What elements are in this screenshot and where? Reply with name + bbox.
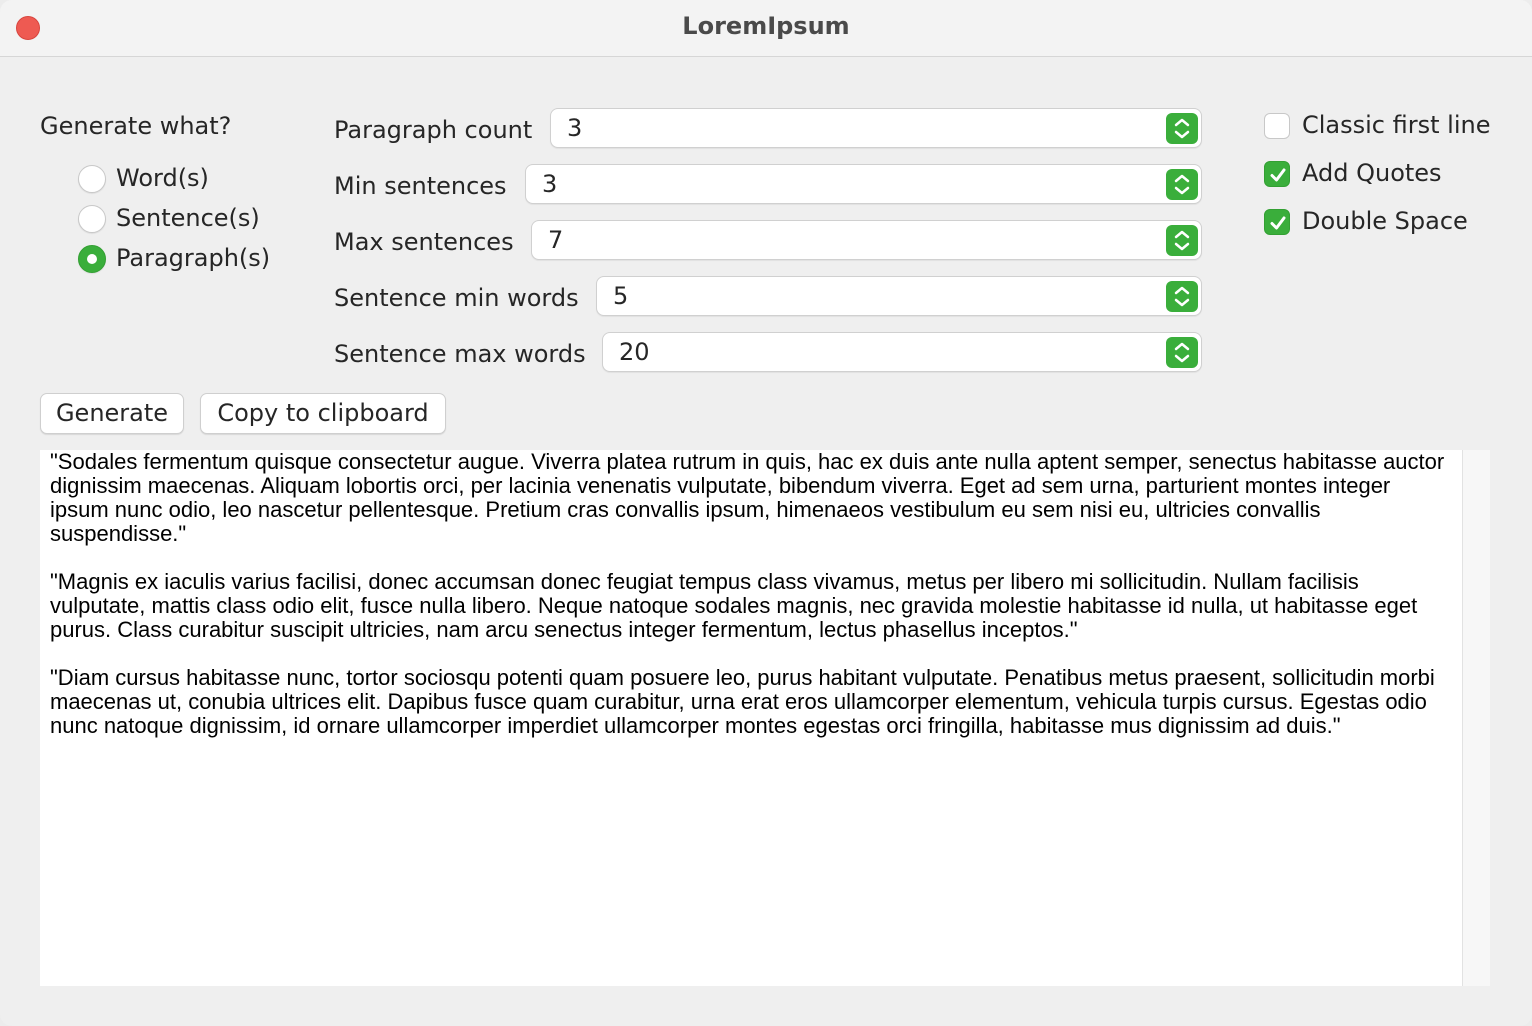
sentence-min-words-value[interactable]: 5 [613,282,629,310]
sentence-max-words-label: Sentence max words [334,340,586,368]
paragraph-count-value[interactable]: 3 [567,114,583,142]
stepper-arrows-icon [1166,225,1198,256]
output-text-area[interactable] [40,450,1490,986]
sentence-min-words-stepper[interactable] [1166,281,1198,312]
stepper-arrows-icon [1166,169,1198,200]
generate-what-label: Generate what? [40,112,232,140]
output-paragraph: "Diam cursus habitasse nunc, tortor sociosqu potenti quam posuere leo, purus habitant vulputate. Penatibus metus praesent, sollicitudin morbi maecenas ut, conubia ultrices elit. Dapibus fusce quam curabitur, urna erat eros ullamcorper elementum, vehicula turpis cursus. Egestas odio nunc natoque dignissim, id ornare ullamcorper imperdiet ullamcorper montes egestas orci fringilla, habitasse mus dignissim ad duis." [50,665,1435,738]
classic-first-line-checkbox[interactable] [1264,113,1290,139]
radio-words[interactable] [78,165,106,193]
sentence-max-words-field[interactable] [602,332,1202,372]
min-sentences-label: Min sentences [334,172,507,200]
paragraph-count-label: Paragraph count [334,116,533,144]
add-quotes-checkbox[interactable] [1264,161,1290,187]
radio-paragraphs[interactable] [78,245,106,273]
min-sentences-field[interactable] [525,164,1202,204]
stepper-arrows-icon [1166,113,1198,144]
max-sentences-value[interactable]: 7 [548,226,564,254]
checkmark-icon [1267,212,1289,234]
stepper-arrows-icon [1166,337,1198,368]
add-quotes-label[interactable]: Add Quotes [1302,159,1442,187]
min-sentences-value[interactable]: 3 [542,170,558,198]
min-sentences-stepper[interactable] [1166,169,1198,200]
vertical-scrollbar[interactable] [1462,450,1490,986]
max-sentences-label: Max sentences [334,228,514,256]
generate-button[interactable]: Generate [40,393,184,434]
output-text [50,450,1455,762]
radio-sentences[interactable] [78,205,106,233]
output-paragraph: "Magnis ex iaculis varius facilisi, donec accumsan donec feugiat tempus class vivamus, metus per libero mi sollicitudin. Nullam facilisis vulputate, mattis class odio elit, fusce nulla libero. Neque natoque sodales magnis, nec gravida molestie habitasse id nulla, ut habitasse eget purus. Class curabitur suscipit ultricies, nam arcu senectus integer fermentum, lectus phasellus inceptos." [50,569,1418,642]
classic-first-line-label[interactable]: Classic first line [1302,111,1491,139]
copy-to-clipboard-button[interactable]: Copy to clipboard [200,393,446,434]
sentence-max-words-value[interactable]: 20 [619,338,650,366]
max-sentences-stepper[interactable] [1166,225,1198,256]
sentence-min-words-field[interactable] [596,276,1202,316]
radio-sentences-label[interactable]: Sentence(s) [116,204,260,232]
sentence-max-words-stepper[interactable] [1166,337,1198,368]
sentence-min-words-label: Sentence min words [334,284,579,312]
max-sentences-field[interactable] [531,220,1202,260]
paragraph-count-stepper[interactable] [1166,113,1198,144]
radio-words-label[interactable]: Word(s) [116,164,209,192]
double-space-label[interactable]: Double Space [1302,207,1468,235]
checkmark-icon [1267,164,1289,186]
double-space-checkbox[interactable] [1264,209,1290,235]
stepper-arrows-icon [1166,281,1198,312]
output-paragraph: "Sodales fermentum quisque consectetur augue. Viverra platea rutrum in quis, hac ex duis ante nulla aptent semper, senectus habitasse auctor dignissim maecenas. Aliquam lobortis orci, per lacinia venenatis vulputate, bibendum viverra. Eget ad sem urna, parturient montes integer ipsum nunc odio, leo nascetur pellentesque. Pretium cras convallis ipsum, himenaeos vestibulum eu sem nisi eu, ultricies convallis suspendisse." [50,449,1445,546]
radio-paragraphs-label[interactable]: Paragraph(s) [116,244,271,272]
paragraph-count-field[interactable] [550,108,1202,148]
window-title: LoremIpsum [682,12,850,40]
title-bar [0,0,1532,57]
